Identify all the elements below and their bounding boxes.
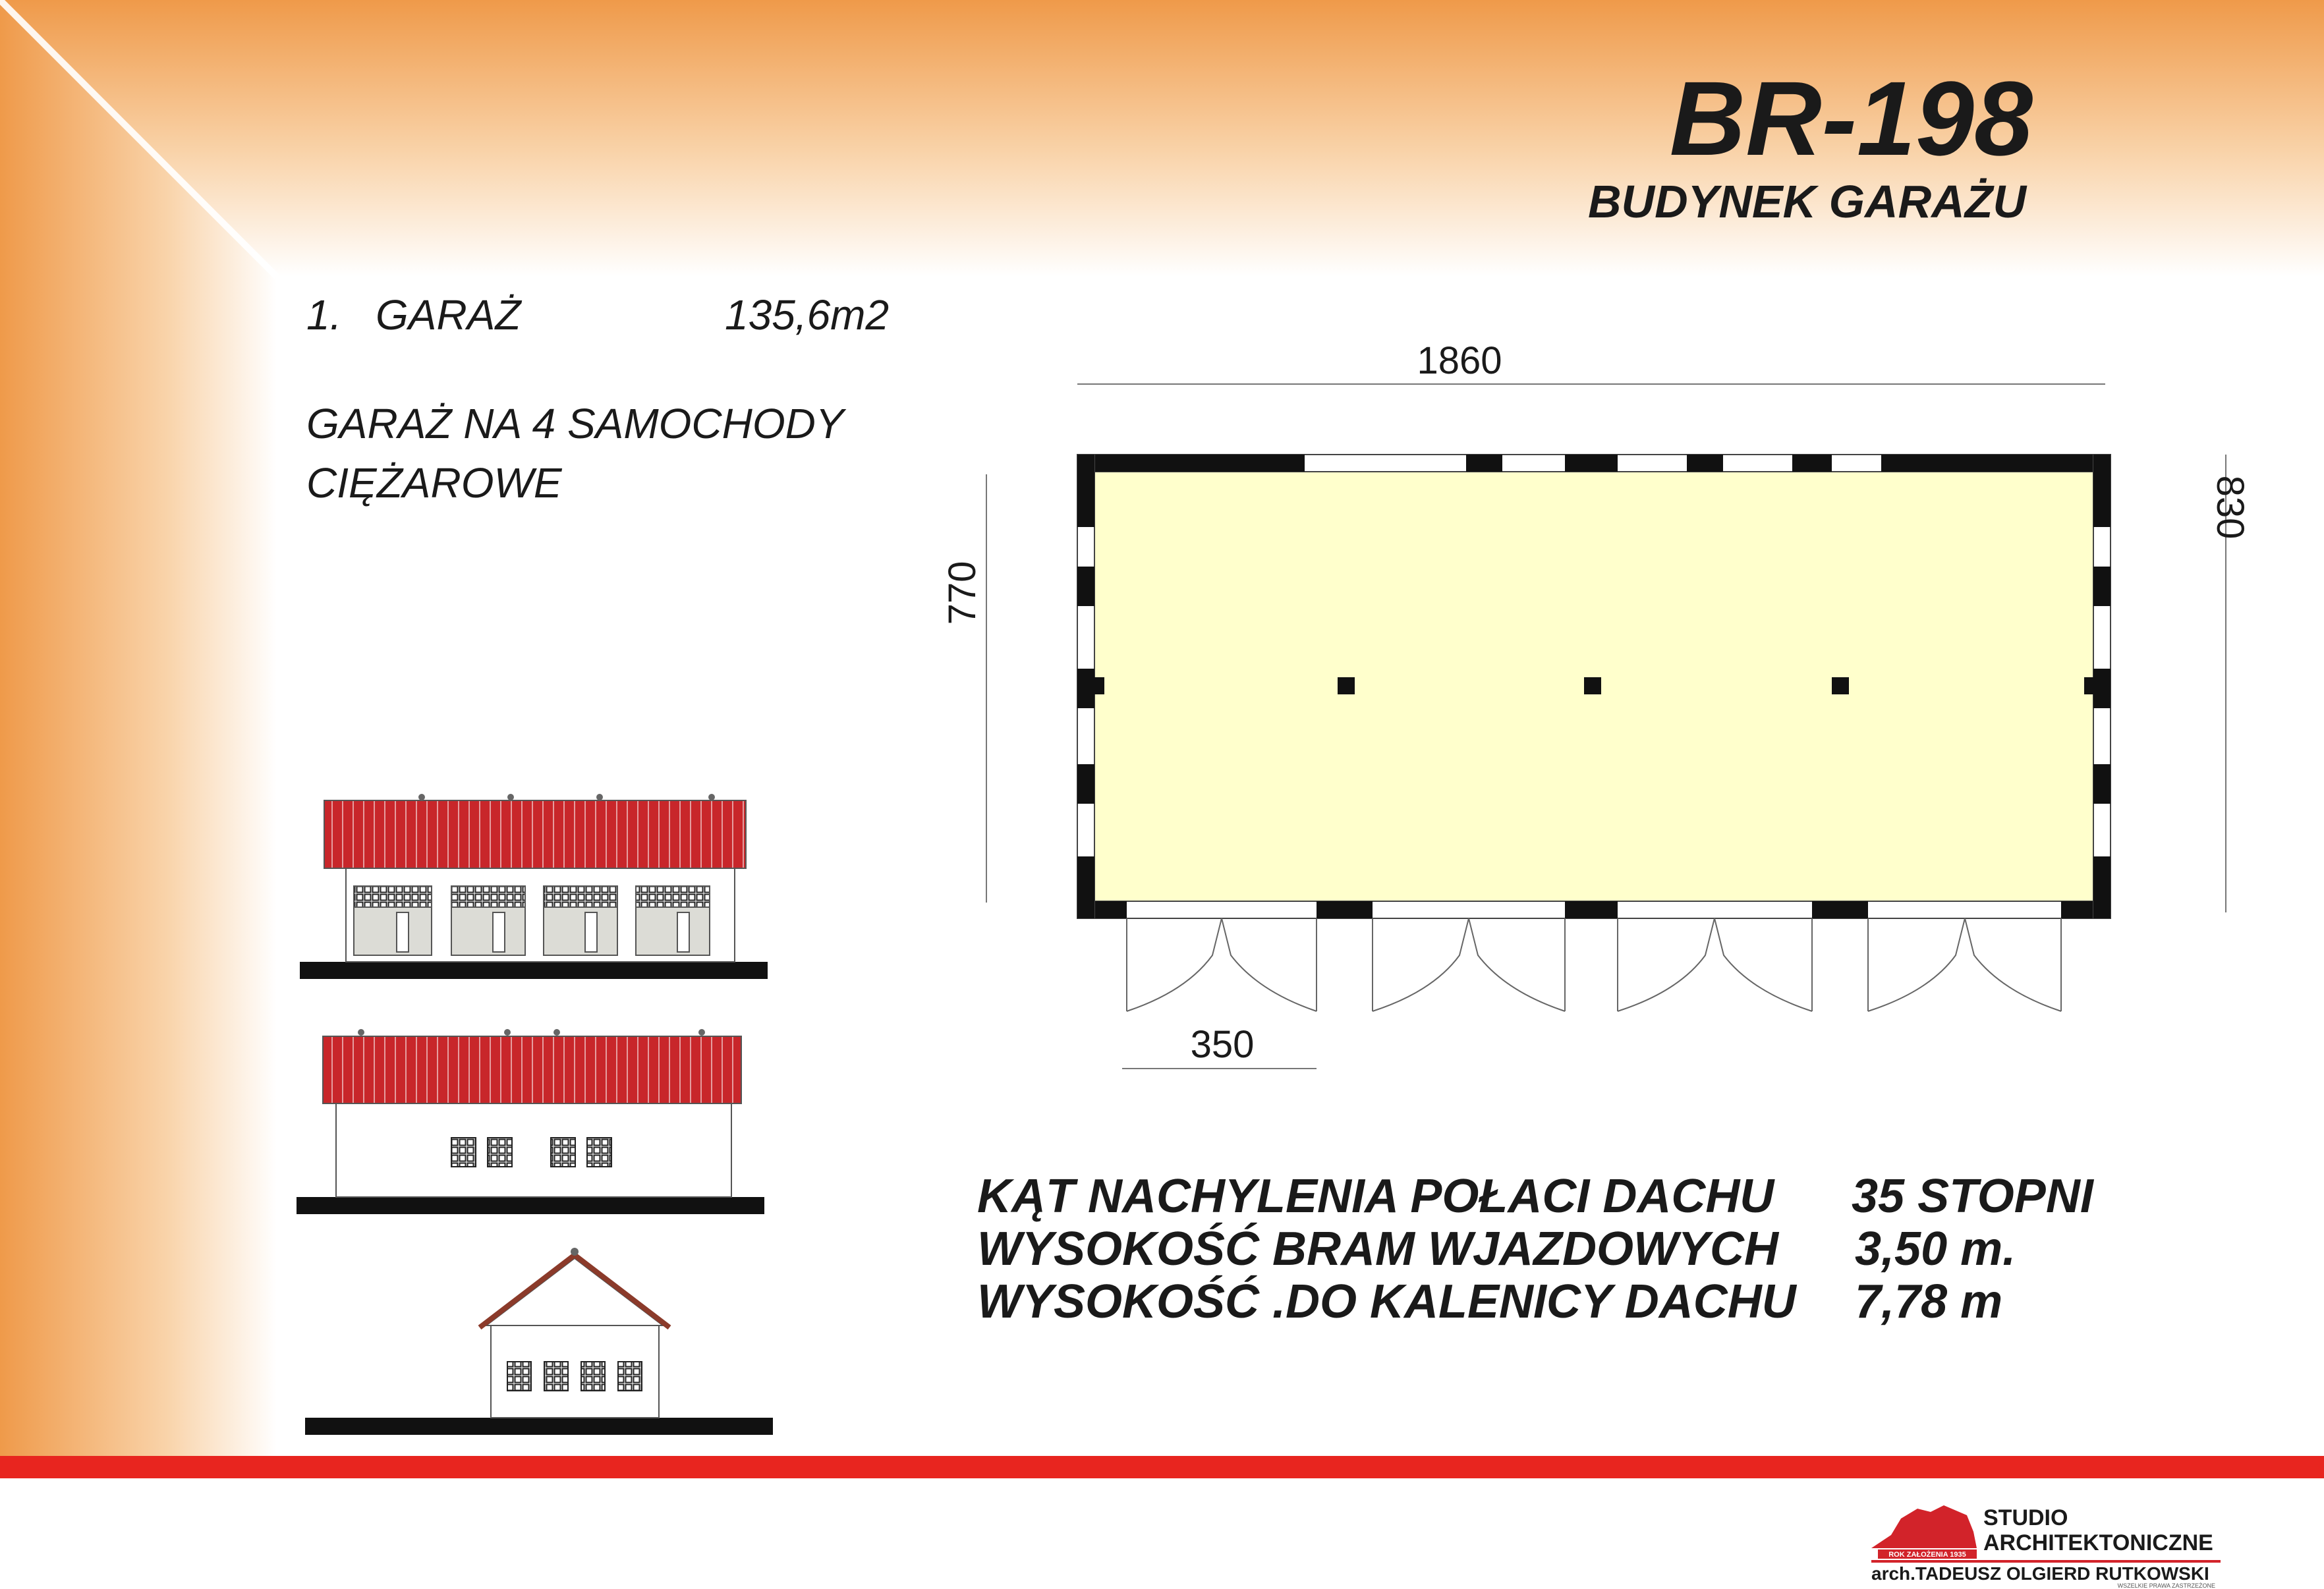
- studio-logo: [1871, 1505, 2221, 1589]
- spec-label-ridge-height: WYSOKOŚĆ .DO KALENICY DACHU: [977, 1275, 1796, 1328]
- studio-line-1: STUDIO: [1983, 1505, 2068, 1530]
- description-line-2: CIĘŻAROWE: [306, 459, 562, 507]
- studio-rights: WSZELKIE PRAWA ZASTRZEŻONE: [2117, 1582, 2215, 1589]
- spec-value-ridge-height: 7,78 m: [1855, 1275, 2003, 1328]
- column: [1338, 677, 1355, 694]
- dimension-gate: 350: [1190, 1023, 1255, 1066]
- studio-line-2: ARCHITEKTONICZNE: [1983, 1530, 2213, 1555]
- elevation-rear: [297, 1029, 764, 1214]
- floor-plan: [941, 339, 2252, 1069]
- gate-2: [1373, 918, 1565, 1011]
- project-subtitle: BUDYNEK GARAŻU: [1588, 176, 2026, 227]
- room-list: [306, 291, 889, 339]
- gate-swings: [1127, 918, 2061, 1011]
- room-area: 135,6m2: [725, 291, 890, 339]
- column: [1584, 677, 1601, 694]
- elevation-side: [305, 1248, 773, 1435]
- logo-mark: [1871, 1505, 1977, 1548]
- column: [2084, 677, 2101, 694]
- studio-architect: arch.TADEUSZ OLGIERD RUTKOWSKI: [1871, 1563, 2209, 1584]
- spec-value-roof-angle: 35 STOPNI: [1852, 1170, 2093, 1223]
- dimension-depth: 830: [2209, 475, 2252, 540]
- specifications: [977, 1170, 2095, 1328]
- footer-divider: [0, 1456, 2324, 1478]
- spec-label-roof-angle: KĄT NACHYLENIA POŁACI DACHU: [977, 1170, 1774, 1223]
- column: [1832, 677, 1849, 694]
- gate-1: [1127, 918, 1317, 1011]
- room-name: GARAŻ: [376, 291, 521, 339]
- dimension-inner-depth: 770: [941, 561, 984, 625]
- column: [1087, 677, 1104, 694]
- spec-value-gate-height: 3,50 m.: [1855, 1223, 2016, 1275]
- gate-3: [1618, 918, 1812, 1011]
- logo-founded: ROK ZAŁOŻENIA 1935: [1888, 1551, 1966, 1559]
- description-line-1: GARAŻ NA 4 SAMOCHODY: [306, 400, 844, 447]
- project-code: BR-198: [1669, 59, 2033, 177]
- room-number: 1.: [306, 291, 342, 339]
- dimension-width: 1860: [1417, 339, 1502, 382]
- elevation-front: [300, 794, 768, 979]
- gate-4: [1868, 918, 2061, 1011]
- spec-label-gate-height: WYSOKOŚĆ BRAM WJAZDOWYCH: [977, 1223, 1778, 1275]
